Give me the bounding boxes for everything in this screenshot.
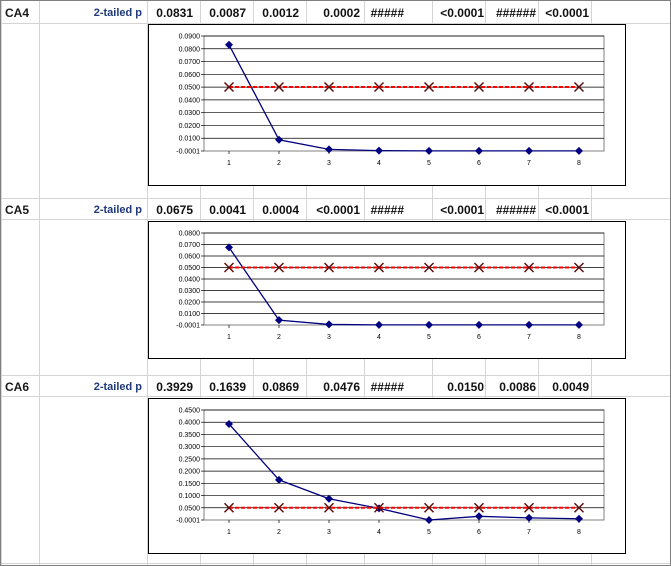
plot-area xyxy=(204,410,604,520)
x-tick-label: 1 xyxy=(227,160,231,167)
p-value-cell[interactable]: 0.3929 xyxy=(156,380,193,394)
p-value-cell[interactable]: 0.0831 xyxy=(156,6,193,20)
y-tick-label: 0.0200 xyxy=(178,299,200,307)
y-tick-label: 0.4500 xyxy=(178,407,200,415)
p-value-cell[interactable]: <0.0001 xyxy=(440,6,484,20)
y-tick-label: 0.1500 xyxy=(178,480,200,488)
y-tick-label: 0.0500 xyxy=(178,505,200,513)
x-tick-label: 2 xyxy=(277,334,281,341)
p-value-cell[interactable]: ##### xyxy=(370,6,404,20)
p-value-chart-ca4[interactable] xyxy=(148,24,626,186)
y-tick-label: 0.0400 xyxy=(178,276,200,284)
y-tick-label: 0.0300 xyxy=(178,288,200,295)
p-value-cell[interactable]: 0.0004 xyxy=(262,203,299,217)
block-name[interactable]: CA4 xyxy=(5,6,30,20)
y-tick-label: -0.0001 xyxy=(176,517,200,525)
chart-svg xyxy=(149,25,625,185)
x-tick-label: 5 xyxy=(427,160,431,167)
x-tick-label: 1 xyxy=(227,529,231,536)
y-tick-label: 0.4000 xyxy=(178,419,200,427)
y-tick-label: 0.0100 xyxy=(178,135,200,143)
y-tick-label: 0.0800 xyxy=(178,46,200,54)
p-label[interactable]: 2-tailed p xyxy=(93,381,142,393)
p-value-cell[interactable]: 0.0087 xyxy=(209,6,246,20)
p-value-cell[interactable]: 0.0049 xyxy=(552,380,589,394)
p-value-cell[interactable]: ###### xyxy=(495,203,536,217)
p-value-cell[interactable]: 0.1639 xyxy=(209,380,246,394)
x-tick-label: 7 xyxy=(527,529,531,536)
p-value-cell[interactable]: <0.0001 xyxy=(316,203,360,217)
x-tick-label: 8 xyxy=(577,529,581,536)
p-value-cell[interactable]: 0.0086 xyxy=(499,380,536,394)
x-tick-label: 3 xyxy=(327,160,331,167)
y-tick-label: 0.0900 xyxy=(178,33,200,41)
x-tick-label: 2 xyxy=(277,160,281,167)
p-value-cell[interactable]: 0.0150 xyxy=(447,380,484,394)
y-tick-label: -0.0001 xyxy=(176,148,200,156)
block-header-ca6 xyxy=(1,377,670,397)
block-name[interactable]: CA6 xyxy=(5,380,30,394)
y-tick-label: 0.2000 xyxy=(178,468,200,476)
chart-svg xyxy=(149,222,625,358)
x-tick-label: 2 xyxy=(277,529,281,536)
y-tick-label: -0.0001 xyxy=(176,322,200,330)
p-value-cell[interactable]: <0.0001 xyxy=(545,203,589,217)
block-header-ca4 xyxy=(1,3,670,23)
y-tick-label: 0.0700 xyxy=(178,242,200,249)
p-label[interactable]: 2-tailed p xyxy=(93,204,142,216)
y-tick-label: 0.0300 xyxy=(178,110,200,118)
block-header-ca5 xyxy=(1,200,670,220)
p-value-cell[interactable]: 0.0476 xyxy=(323,380,360,394)
p-value-cell[interactable]: ###### xyxy=(495,6,536,20)
y-tick-label: 0.0500 xyxy=(178,265,200,272)
x-tick-label: 5 xyxy=(427,334,431,341)
y-tick-label: 0.0600 xyxy=(178,253,200,261)
y-tick-label: 0.2500 xyxy=(178,456,200,464)
x-tick-label: 3 xyxy=(327,334,331,341)
plot-area xyxy=(204,36,604,151)
y-tick-label: 0.3000 xyxy=(178,444,200,452)
p-value-cell[interactable]: ##### xyxy=(370,380,404,394)
y-tick-label: 0.0700 xyxy=(178,59,200,67)
x-tick-label: 4 xyxy=(377,160,381,167)
row-divider xyxy=(1,375,670,376)
p-value-cell[interactable]: 0.0012 xyxy=(262,6,299,20)
x-tick-label: 3 xyxy=(327,529,331,536)
x-tick-label: 6 xyxy=(477,334,481,341)
column-divider xyxy=(39,1,40,565)
y-tick-label: 0.0100 xyxy=(178,311,200,318)
chart-svg xyxy=(149,399,625,553)
x-tick-label: 5 xyxy=(427,529,431,536)
x-tick-label: 4 xyxy=(377,334,381,341)
y-tick-label: 0.3500 xyxy=(178,431,200,439)
x-tick-label: 6 xyxy=(477,160,481,167)
p-value-chart-ca5[interactable] xyxy=(148,221,626,359)
x-tick-label: 7 xyxy=(527,160,531,167)
y-tick-label: 0.0600 xyxy=(178,71,200,79)
y-tick-label: 0.0400 xyxy=(178,97,200,105)
x-tick-label: 8 xyxy=(577,334,581,341)
x-tick-label: 6 xyxy=(477,529,481,536)
p-value-chart-ca6[interactable] xyxy=(148,398,626,554)
p-value-cell[interactable]: 0.0869 xyxy=(262,380,299,394)
p-value-cell[interactable]: 0.0675 xyxy=(156,203,193,217)
x-tick-label: 8 xyxy=(577,160,581,167)
y-tick-label: 0.0800 xyxy=(178,230,200,238)
x-tick-label: 4 xyxy=(377,529,381,536)
row-divider xyxy=(1,563,670,564)
y-tick-label: 0.0500 xyxy=(178,84,200,92)
y-tick-label: 0.0200 xyxy=(178,122,200,130)
p-value-cell[interactable]: <0.0001 xyxy=(545,6,589,20)
x-tick-label: 1 xyxy=(227,334,231,341)
p-value-cell[interactable]: 0.0002 xyxy=(323,6,360,20)
p-label[interactable]: 2-tailed p xyxy=(93,7,142,19)
p-value-cell[interactable]: ##### xyxy=(370,203,404,217)
block-name[interactable]: CA5 xyxy=(5,203,30,217)
x-tick-label: 7 xyxy=(527,334,531,341)
y-tick-label: 0.1000 xyxy=(178,493,200,501)
p-value-cell[interactable]: 0.0041 xyxy=(209,203,246,217)
row-divider xyxy=(1,198,670,199)
p-value-cell[interactable]: <0.0001 xyxy=(440,203,484,217)
